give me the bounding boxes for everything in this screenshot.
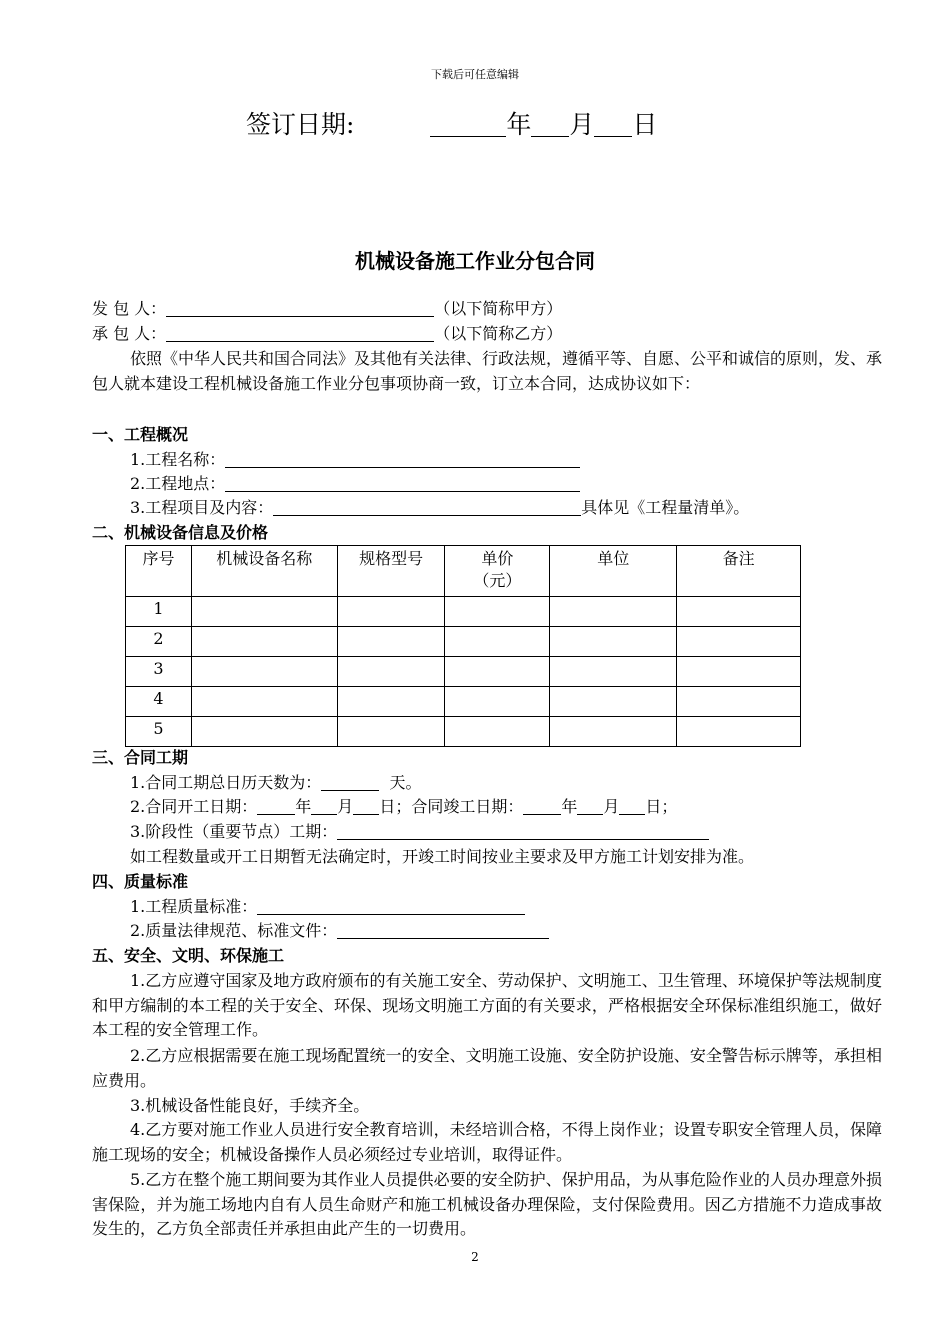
table-cell <box>337 627 445 657</box>
row-number: 1 <box>126 597 192 627</box>
project-location-label: 2.工程地点： <box>130 474 226 493</box>
start-year-blank <box>257 796 295 815</box>
table-cell <box>445 717 550 747</box>
table-cell <box>677 627 801 657</box>
project-content-blank <box>273 497 581 516</box>
quality-regulation-label: 2.质量法律规范、标准文件： <box>130 921 338 940</box>
table-cell <box>550 657 677 687</box>
project-content-label: 3.工程项目及内容： <box>130 498 274 517</box>
end-month-blank <box>577 796 603 815</box>
column-header: 备注 <box>677 546 801 597</box>
table-cell <box>191 657 337 687</box>
party-contractor-label: 承 包 人： <box>92 324 167 343</box>
equipment-table <box>125 545 801 747</box>
column-header: 单位 <box>550 546 677 597</box>
start-month-label: 月 <box>337 797 354 816</box>
row-number: 4 <box>126 687 192 717</box>
end-day-label: 日； <box>645 797 678 816</box>
project-location-line <box>130 472 580 496</box>
row-number: 3 <box>126 657 192 687</box>
project-location-blank <box>225 473 580 492</box>
table-cell <box>445 627 550 657</box>
quality-standard-line <box>130 895 525 919</box>
project-name-blank <box>225 449 580 468</box>
party-employer-label: 发 包 人： <box>92 299 167 318</box>
start-day-blank <box>353 796 379 815</box>
milestone-label: 3.阶段性（重要节点）工期： <box>130 822 338 841</box>
table-cell <box>445 597 550 627</box>
table-cell <box>337 687 445 717</box>
header-note: 下载后可任意编辑 <box>431 68 519 81</box>
year-label: 年 <box>506 110 532 139</box>
duration-line <box>130 771 421 795</box>
section-5-heading: 五、安全、文明、环保施工 <box>92 946 285 965</box>
party-contractor-line <box>92 322 562 346</box>
table-cell <box>337 597 445 627</box>
end-day-blank <box>619 796 645 815</box>
end-month-label: 月 <box>603 797 620 816</box>
column-header: 机械设备名称 <box>191 546 337 597</box>
party-contractor-suffix: （以下简称乙方） <box>434 324 563 343</box>
signing-date-line <box>246 105 657 141</box>
safety-paragraph-2: 2.乙方应根据需要在施工现场配置统一的安全、文明施工设施、安全防护设施、安全警告标示牌等，承担相应费用。 <box>92 1046 882 1090</box>
end-date-label: 日；合同竣工日期： <box>379 797 524 816</box>
safety-paragraph-1: 1.乙方应遵守国家及地方政府颁布的有关施工安全、劳动保护、文明施工、卫生管理、环境保护等法规制度和甲方编制的本工程的关于安全、环保、现场文明施工方面的有关要求，严格根据安全环保标准组织施工，做好本工程的安全管理工作。 <box>92 971 882 1039</box>
table-cell <box>191 687 337 717</box>
safety-paragraph-3: 3.机械设备性能良好，手续齐全。 <box>130 1096 370 1115</box>
page-number: 2 <box>471 1250 479 1264</box>
quality-regulation-blank <box>337 920 549 939</box>
column-header: 规格型号 <box>337 546 445 597</box>
table-row <box>126 627 801 657</box>
project-name-line <box>130 448 580 472</box>
quality-standard-label: 1.工程质量标准： <box>130 897 258 916</box>
price-unit: （元） <box>473 571 522 590</box>
quality-regulation-line <box>130 919 549 943</box>
table-cell <box>677 717 801 747</box>
table-cell <box>677 597 801 627</box>
safety-paragraph-4: 4.乙方要对施工作业人员进行安全教育培训，未经培训合格，不得上岗作业；设置专职安全管理人员，保障施工现场的安全；机械设备操作人员必须经过专业培训，取得证件。 <box>92 1120 882 1164</box>
table-cell <box>191 597 337 627</box>
table-cell <box>337 717 445 747</box>
project-content-line <box>130 496 749 520</box>
table-cell <box>677 687 801 717</box>
table-cell <box>550 717 677 747</box>
start-year-label: 年 <box>295 797 312 816</box>
month-blank <box>531 111 569 137</box>
milestone-line <box>130 820 709 844</box>
quality-standard-blank <box>257 896 525 915</box>
day-blank <box>594 111 632 137</box>
table-cell <box>550 627 677 657</box>
duration-label: 1.合同工期总日历天数为： <box>130 773 322 792</box>
table-row <box>126 597 801 627</box>
project-content-suffix: 具体见《工程量清单》。 <box>581 498 750 517</box>
table-cell <box>191 717 337 747</box>
month-label: 月 <box>569 110 595 139</box>
duration-unit: 天。 <box>389 773 422 792</box>
row-number: 2 <box>126 627 192 657</box>
column-header-unit-price: 单价 （元） <box>445 546 550 597</box>
start-end-date-line <box>130 795 677 819</box>
table-cell <box>550 597 677 627</box>
party-employer-line <box>92 297 562 321</box>
project-name-label: 1.工程名称： <box>130 450 226 469</box>
party-employer-suffix: （以下简称甲方） <box>434 299 563 318</box>
intro-paragraph: 依照《中华人民共和国合同法》及其他有关法律、行政法规，遵循平等、自愿、公平和诚信的原则，发、承包人就本建设工程机械设备施工作业分包事项协商一致，订立本合同，达成协议如下： <box>92 349 883 393</box>
row-number: 5 <box>126 717 192 747</box>
start-month-blank <box>311 796 337 815</box>
table-header-row <box>126 546 801 597</box>
end-year-label: 年 <box>561 797 578 816</box>
table-cell <box>191 627 337 657</box>
party-employer-blank <box>166 298 434 317</box>
table-row <box>126 687 801 717</box>
table-row <box>126 717 801 747</box>
table-cell <box>337 657 445 687</box>
section-4-heading: 四、质量标准 <box>92 872 189 891</box>
contract-title: 机械设备施工作业分包合同 <box>355 249 595 273</box>
table-cell <box>677 657 801 687</box>
section-1-heading: 一、工程概况 <box>92 425 189 444</box>
table-row <box>126 657 801 687</box>
start-date-label: 2.合同开工日期： <box>130 797 258 816</box>
table-cell <box>550 687 677 717</box>
milestone-blank <box>337 821 709 840</box>
duration-note: 如工程数量或开工日期暂无法确定时，开竣工时间按业主要求及甲方施工计划安排为准。 <box>130 847 755 866</box>
section-2-heading: 二、机械设备信息及价格 <box>92 523 269 542</box>
section-3-heading: 三、合同工期 <box>92 748 189 767</box>
duration-blank <box>321 772 379 791</box>
safety-paragraph-5: 5.乙方在整个施工期间要为其作业人员提供必要的安全防护、保护用品，为从事危险作业的人员办理意外损害保险，并为施工场地内自有人员生命财产和施工机械设备办理保险，支付保险费用。因乙方措施不力造成事故发生的，乙方负全部责任并承担由此产生的一切费用。 <box>92 1170 882 1238</box>
table-cell <box>445 687 550 717</box>
year-blank <box>430 111 506 137</box>
column-header: 序号 <box>126 546 192 597</box>
table-cell <box>445 657 550 687</box>
end-year-blank <box>523 796 561 815</box>
party-contractor-blank <box>166 323 434 342</box>
signing-date-label: 签订日期: <box>246 110 355 139</box>
day-label: 日 <box>632 110 658 139</box>
